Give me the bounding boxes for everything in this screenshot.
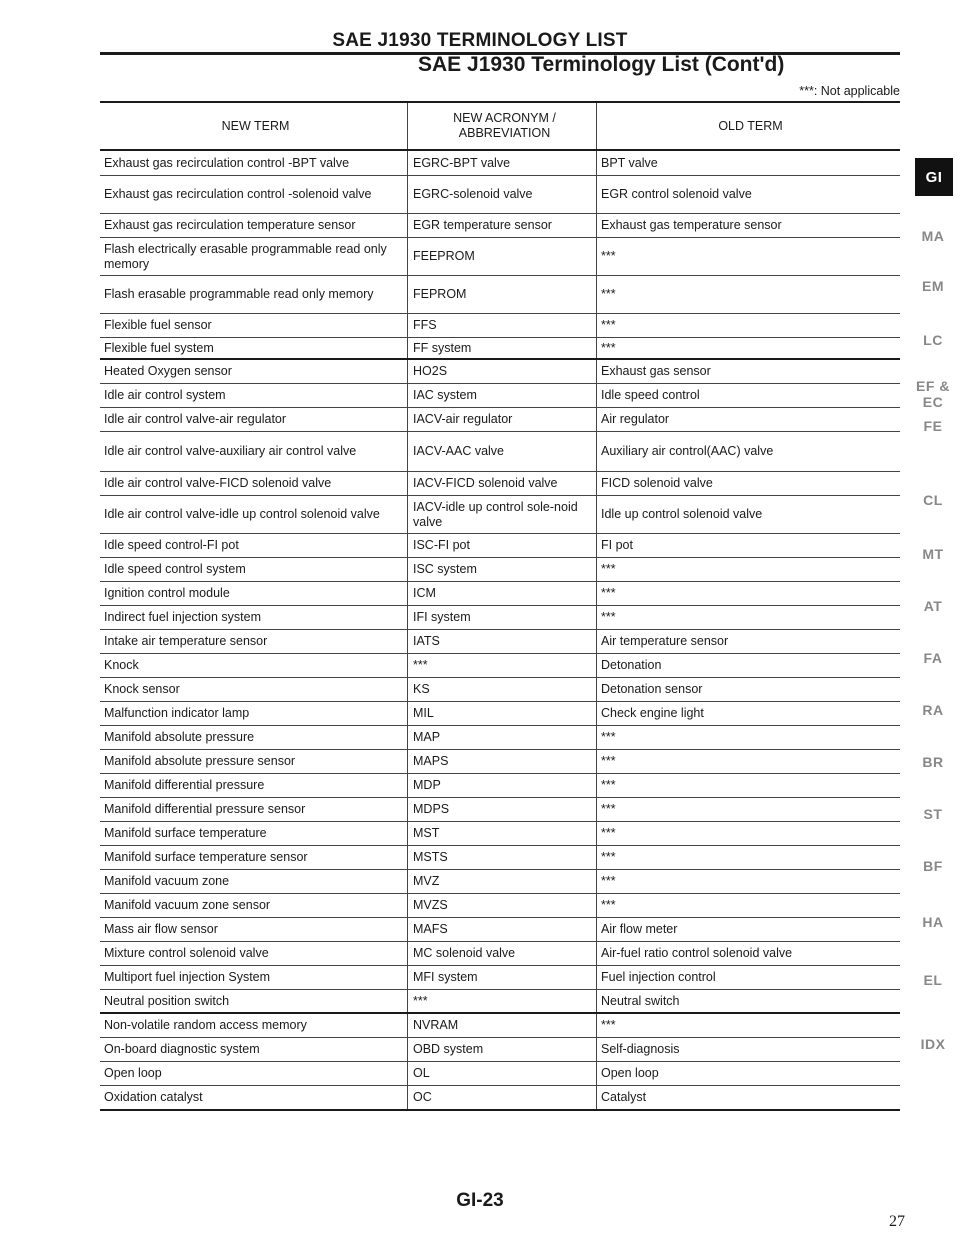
new-acronym-cell: ISC system [407,558,596,581]
new-acronym-cell: EGRC-solenoid valve [407,176,596,213]
new-term-cell: Manifold surface temperature sensor [104,850,308,864]
new-acronym-cell: MVZ [407,870,596,893]
old-term-cell: *** [596,314,900,337]
table-row [100,432,900,472]
side-index-mt[interactable]: MT [922,546,944,562]
table-row [100,582,900,606]
new-acronym-cell: IACV-air regulator [407,408,596,431]
table-row [100,774,900,798]
table-row [100,822,900,846]
old-term-cell: Self-diagnosis [596,1038,900,1061]
side-index-ha[interactable]: HA [922,914,944,930]
new-acronym-cell: KS [407,678,596,701]
new-acronym-cell: IACV-AAC valve [407,432,596,471]
new-term-cell: Exhaust gas recirculation temperature sensor [104,218,356,232]
old-term-cell: Catalyst [596,1086,900,1109]
old-term-cell: *** [596,338,900,358]
table-row [100,360,900,384]
side-index-fe[interactable]: FE [923,418,943,434]
table-row [100,846,900,870]
table-row [100,726,900,750]
new-acronym-cell: IATS [407,630,596,653]
new-acronym-cell: MC solenoid valve [407,942,596,965]
table-row [100,176,900,214]
side-index-ra[interactable]: RA [922,702,944,718]
new-acronym-cell: MAPS [407,750,596,773]
new-term-cell: Manifold vacuum zone [104,874,230,888]
table-row [100,870,900,894]
old-term-cell: *** [596,726,900,749]
table-row [100,798,900,822]
table-row [100,1086,900,1111]
side-index-cl[interactable]: CL [923,492,943,508]
old-term-cell: Exhaust gas temperature sensor [596,214,900,237]
side-index-gi[interactable]: GI [915,158,953,196]
new-term-cell: Idle air control valve-idle up control solenoid valve [104,507,380,521]
new-acronym-cell: FEEPROM [407,238,596,275]
side-section-index [905,0,960,1242]
table-row [100,151,900,176]
old-term-cell: FICD solenoid valve [596,472,900,495]
new-acronym-cell: NVRAM [407,1014,596,1037]
old-term-cell: *** [596,582,900,605]
old-term-cell: Air-fuel ratio control solenoid valve [596,942,900,965]
side-index-br[interactable]: BR [922,754,944,770]
new-term-cell: Idle air control valve-auxiliary air control valve [104,444,357,458]
table-row [100,472,900,496]
new-term-cell: Intake air temperature sensor [104,634,268,648]
new-term-cell: Manifold vacuum zone sensor [104,898,271,912]
new-term-cell: Flexible fuel sensor [104,318,212,332]
new-acronym-cell: OL [407,1062,596,1085]
new-term-cell: Knock [104,658,139,672]
table-row [100,314,900,338]
table-row [100,654,900,678]
old-term-cell: Fuel injection control [596,966,900,989]
new-acronym-cell: IFI system [407,606,596,629]
new-acronym-cell: *** [407,654,596,677]
table-row [100,942,900,966]
new-term-cell: Ignition control module [104,586,230,600]
new-acronym-cell: MVZS [407,894,596,917]
new-acronym-cell: HO2S [407,360,596,383]
new-term-cell: Oxidation catalyst [104,1090,203,1104]
new-acronym-cell: FEPROM [407,276,596,313]
table-row [100,238,900,276]
old-term-cell: Neutral switch [596,990,900,1012]
column-header-old-term: OLD TERM [596,103,900,149]
new-term-cell: Flash erasable programmable read only memory [104,287,374,301]
new-term-cell: Flash electrically erasable programmable read only memory [104,241,387,271]
old-term-cell: *** [596,822,900,845]
side-index-ef-ec[interactable]: EF & EC [916,378,950,410]
not-applicable-note: ***: Not applicable [799,84,900,98]
table-row [100,918,900,942]
new-acronym-cell: FFS [407,314,596,337]
new-acronym-cell: MAFS [407,918,596,941]
old-term-cell: *** [596,238,900,275]
side-index-ma[interactable]: MA [921,228,945,244]
new-acronym-cell: FF system [407,338,596,358]
old-term-cell: Detonation sensor [596,678,900,701]
old-term-cell: *** [596,870,900,893]
page-title: SAE J1930 TERMINOLOGY LIST [332,30,628,51]
side-index-idx[interactable]: IDX [920,1036,946,1052]
new-acronym-cell: OBD system [407,1038,596,1061]
old-term-cell: *** [596,798,900,821]
new-term-cell: Indirect fuel injection system [104,610,262,624]
new-acronym-cell: *** [407,990,596,1012]
table-row [100,1038,900,1062]
old-term-cell: Detonation [596,654,900,677]
old-term-cell: Exhaust gas sensor [596,360,900,383]
new-term-cell: Exhaust gas recirculation control -solenoid valve [104,187,372,201]
new-term-cell: Manifold absolute pressure sensor [104,754,296,768]
old-term-cell: Air regulator [596,408,900,431]
table-row [100,990,900,1014]
old-term-cell: Open loop [596,1062,900,1085]
new-acronym-cell: MST [407,822,596,845]
page-number: 27 [889,1213,905,1230]
new-term-cell: Idle air control system [104,388,226,402]
new-term-cell: Non-volatile random access memory [104,1018,307,1032]
table-row [100,678,900,702]
new-acronym-cell: IACV-FICD solenoid valve [407,472,596,495]
old-term-cell: *** [596,1014,900,1037]
column-header-new-term: NEW TERM [221,118,290,133]
old-term-cell: EGR control solenoid valve [596,176,900,213]
old-term-cell: *** [596,606,900,629]
new-acronym-cell: MSTS [407,846,596,869]
table-row [100,496,900,534]
table-row [100,558,900,582]
new-term-cell: Malfunction indicator lamp [104,706,250,720]
new-term-cell: Manifold differential pressure sensor [104,802,306,816]
new-acronym-cell: ICM [407,582,596,605]
new-term-cell: Multiport fuel injection System [104,970,271,984]
new-acronym-cell: EGR temperature sensor [407,214,596,237]
page-subtitle: SAE J1930 Terminology List (Cont'd) [418,53,785,76]
side-index-lc[interactable]: LC [923,332,943,348]
table-row [100,894,900,918]
new-term-cell: Idle speed control-FI pot [104,538,239,552]
new-term-cell: Manifold surface temperature [104,826,267,840]
new-acronym-cell: MDP [407,774,596,797]
old-term-cell: *** [596,276,900,313]
new-acronym-cell: MFI system [407,966,596,989]
old-term-cell: Auxiliary air control(AAC) valve [596,432,900,471]
table-row [100,338,900,360]
new-acronym-cell: MIL [407,702,596,725]
table-row [100,276,900,314]
old-term-cell: Idle up control solenoid valve [596,496,900,533]
table-row [100,408,900,432]
table-row [100,606,900,630]
terminology-table [100,101,900,1111]
old-term-cell: BPT valve [596,151,900,175]
old-term-cell: *** [596,774,900,797]
table-row [100,966,900,990]
new-acronym-cell: IACV-idle up control sole-noid valve [407,496,596,533]
new-acronym-cell: EGRC-BPT valve [407,151,596,175]
new-term-cell: Heated Oxygen sensor [104,364,232,378]
new-term-cell: Idle air control valve-air regulator [104,412,287,426]
new-acronym-cell: ISC-FI pot [407,534,596,557]
old-term-cell: Air temperature sensor [596,630,900,653]
new-acronym-cell: MDPS [407,798,596,821]
table-row [100,1062,900,1086]
old-term-cell: *** [596,558,900,581]
new-term-cell: Flexible fuel system [104,340,214,355]
table-body [100,151,900,1111]
new-term-cell: Manifold differential pressure [104,778,265,792]
side-index-bf[interactable]: BF [923,858,943,874]
table-row [100,1014,900,1038]
side-index-fa[interactable]: FA [923,650,943,666]
new-term-cell: On-board diagnostic system [104,1042,260,1056]
table-row [100,702,900,726]
new-term-cell: Manifold absolute pressure [104,730,255,744]
old-term-cell: *** [596,846,900,869]
table-row [100,384,900,408]
new-term-cell: Idle air control valve-FICD solenoid valve [104,476,332,490]
old-term-cell: FI pot [596,534,900,557]
new-term-cell: Mixture control solenoid valve [104,946,269,960]
column-header-new-acronym: NEW ACRONYM / ABBREVIATION [407,103,596,149]
table-row [100,630,900,654]
new-acronym-cell: IAC system [407,384,596,407]
old-term-cell: Idle speed control [596,384,900,407]
new-term-cell: Neutral position switch [104,993,230,1008]
table-row [100,214,900,238]
new-term-cell: Exhaust gas recirculation control -BPT valve [104,155,350,170]
old-term-cell: Check engine light [596,702,900,725]
side-index-st[interactable]: ST [923,806,943,822]
old-term-cell: Air flow meter [596,918,900,941]
new-term-cell: Knock sensor [104,682,180,696]
table-header-row [100,103,900,151]
table-row [100,534,900,558]
page-code: GI-23 [456,1190,504,1211]
side-index-el[interactable]: EL [923,972,943,988]
new-term-cell: Idle speed control system [104,562,246,576]
table-row [100,750,900,774]
old-term-cell: *** [596,750,900,773]
new-term-cell: Mass air flow sensor [104,922,218,936]
new-term-cell: Open loop [104,1066,162,1080]
new-acronym-cell: MAP [407,726,596,749]
old-term-cell: *** [596,894,900,917]
new-acronym-cell: OC [407,1086,596,1109]
side-index-at[interactable]: AT [923,598,943,614]
side-index-em[interactable]: EM [922,278,944,294]
